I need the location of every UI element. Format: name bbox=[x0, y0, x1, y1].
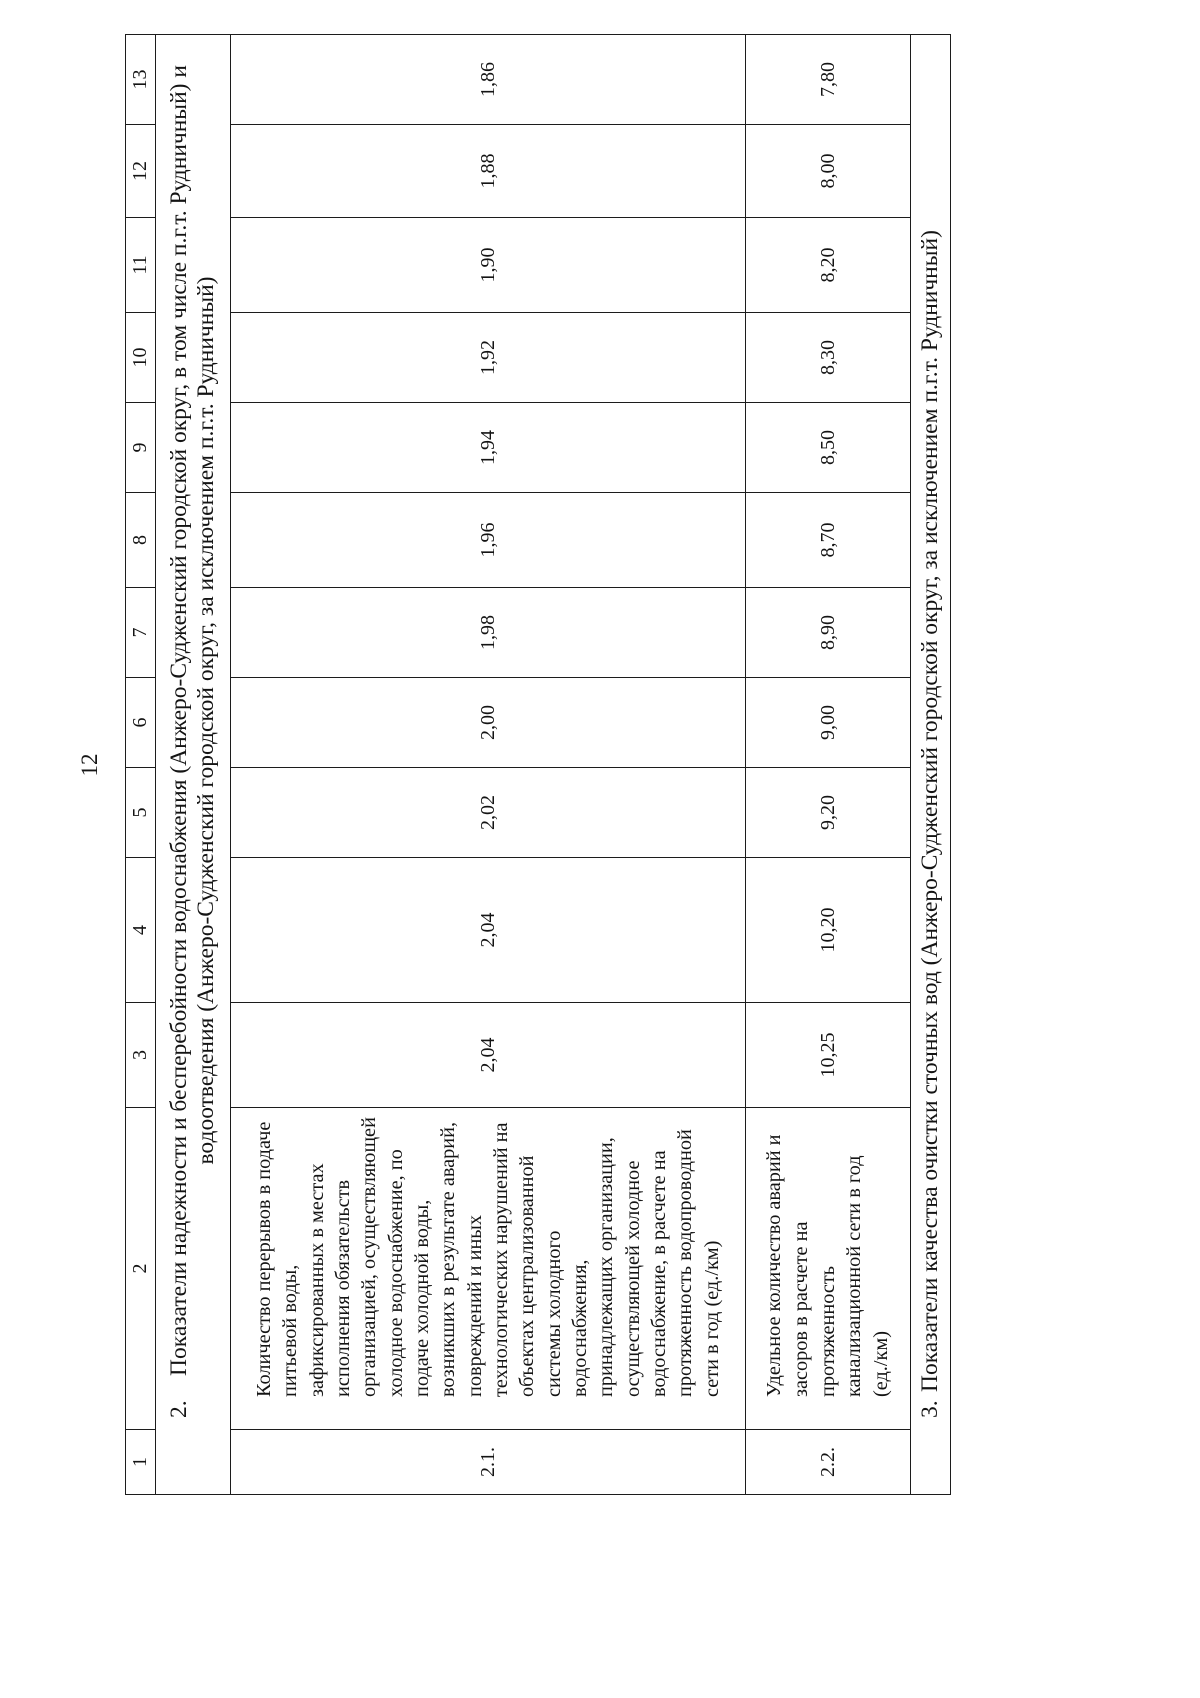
description-line: канализационной сети в год bbox=[843, 1155, 866, 1397]
value-cell: 1,96 bbox=[231, 493, 746, 588]
section-title-line: Показатели качества очистки сточных вод (Анжеро-Судженский городской округ, за исключением п.г.т. Рудничный) bbox=[917, 230, 943, 1392]
section-title bbox=[917, 49, 944, 1392]
value-cell: 7,80 bbox=[746, 35, 911, 125]
column-number-header: 4 bbox=[126, 858, 156, 1003]
description-line: водоснабжения, bbox=[569, 1259, 592, 1397]
value-cell: 8,70 bbox=[746, 493, 911, 588]
description-line: организацией, осуществляющей bbox=[358, 1117, 381, 1397]
description-line: (ед./км) bbox=[870, 1331, 893, 1397]
column-number-header: 6 bbox=[126, 678, 156, 768]
row-number: 2.1. bbox=[231, 1430, 746, 1495]
indicators-table bbox=[125, 34, 951, 1495]
column-number-header: 3 bbox=[126, 1003, 156, 1108]
table-row bbox=[746, 35, 911, 1495]
page-number: 12 bbox=[77, 753, 102, 777]
column-number-header: 13 bbox=[126, 35, 156, 125]
value-cell: 1,90 bbox=[231, 218, 746, 313]
section-row-reliability bbox=[156, 35, 231, 1495]
description-line: технологических нарушений на bbox=[490, 1122, 512, 1397]
value-cell: 2,04 bbox=[231, 1003, 746, 1108]
column-number-header: 10 bbox=[126, 313, 156, 403]
description-line: Удельное количество аварий и bbox=[763, 1134, 786, 1397]
column-number-header: 5 bbox=[126, 768, 156, 858]
value-cell: 2,02 bbox=[231, 768, 746, 858]
value-cell: 1,92 bbox=[231, 313, 746, 403]
table-row bbox=[231, 35, 746, 1495]
description-line: протяженность водопроводной bbox=[674, 1129, 697, 1397]
section-number: 2. bbox=[166, 1400, 192, 1418]
section-number: 3. bbox=[917, 1400, 943, 1418]
value-cell: 1,98 bbox=[231, 588, 746, 678]
value-cell: 1,94 bbox=[231, 403, 746, 493]
column-number-header: 8 bbox=[126, 493, 156, 588]
value-cell: 2,04 bbox=[231, 858, 746, 1003]
description-line: исполнения обязательств bbox=[331, 1179, 354, 1397]
section-heading-cell bbox=[911, 35, 951, 1495]
value-cell: 8,90 bbox=[746, 588, 911, 678]
description-line: объектах централизованной bbox=[516, 1155, 539, 1397]
description-line: засоров в расчете на bbox=[789, 1221, 812, 1397]
description-line: подаче холодной воды, bbox=[410, 1199, 433, 1397]
value-cell: 8,50 bbox=[746, 403, 911, 493]
value-cell: 10,25 bbox=[746, 1003, 911, 1108]
description-line: зафиксированных в местах bbox=[305, 1163, 328, 1397]
description-line: холодное водоснабжение, по bbox=[384, 1149, 407, 1397]
column-number-header: 9 bbox=[126, 403, 156, 493]
section-title-line: Показатели надежности и бесперебойности водоснабжения (Анжеро-Судженский городской округ, в том числе п.г.т. Рудничный) и bbox=[166, 65, 192, 1376]
value-cell: 8,30 bbox=[746, 313, 911, 403]
row-number: 2.2. bbox=[746, 1430, 911, 1495]
value-cell: 10,20 bbox=[746, 858, 911, 1003]
value-cell: 2,00 bbox=[231, 678, 746, 768]
value-cell: 8,20 bbox=[746, 218, 911, 313]
section-row-wastewater bbox=[911, 35, 951, 1495]
section-title-line: водоотведения (Анжеро-Судженский городской округ, за исключением п.г.т. Рудничный) bbox=[193, 276, 219, 1165]
description-line: Количество перерывов в подаче bbox=[252, 1121, 275, 1397]
description-line: водоснабжение, в расчете на bbox=[648, 1150, 671, 1397]
indicator-description bbox=[746, 1108, 911, 1430]
value-cell: 9,00 bbox=[746, 678, 911, 768]
section-heading-cell bbox=[156, 35, 231, 1495]
indicator-description bbox=[231, 1108, 746, 1430]
description-line: питьевой воды, bbox=[279, 1264, 302, 1397]
value-cell: 1,88 bbox=[231, 125, 746, 218]
value-cell: 1,86 bbox=[231, 35, 746, 125]
column-number-row bbox=[126, 35, 156, 1495]
description-line: системы холодного bbox=[542, 1230, 565, 1397]
column-number-header: 1 bbox=[126, 1430, 156, 1495]
description-line: сети в год (ед./км) bbox=[700, 1240, 723, 1397]
description-line: возникших в результате аварий, bbox=[437, 1121, 460, 1397]
value-cell: 8,00 bbox=[746, 125, 911, 218]
description-line: осуществляющей холодное bbox=[621, 1160, 644, 1397]
section-title bbox=[166, 49, 220, 1392]
description-line: протяженность bbox=[816, 1265, 839, 1397]
description-line: повреждений и иных bbox=[463, 1214, 486, 1397]
description-line: принадлежащих организации, bbox=[595, 1137, 618, 1397]
value-cell: 9,20 bbox=[746, 768, 911, 858]
column-number-header: 2 bbox=[126, 1108, 156, 1430]
column-number-header: 12 bbox=[126, 125, 156, 218]
column-number-header: 11 bbox=[126, 218, 156, 313]
column-number-header: 7 bbox=[126, 588, 156, 678]
